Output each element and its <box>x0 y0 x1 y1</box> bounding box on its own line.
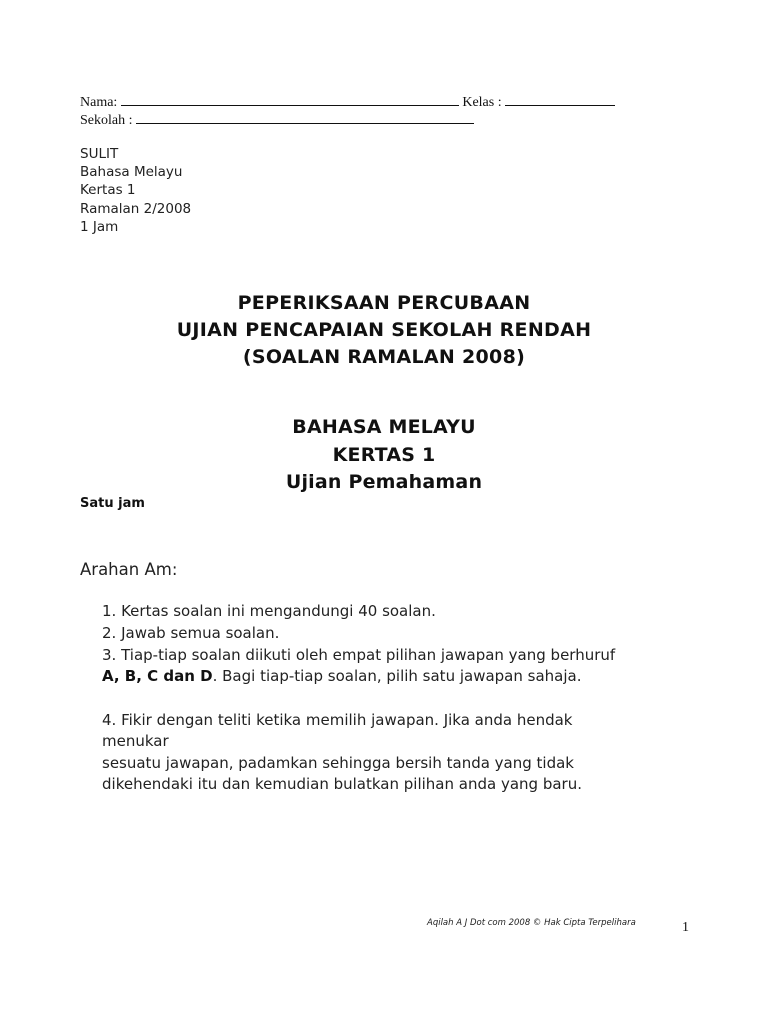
subject-title <box>0 414 768 497</box>
kelas-label: Kelas : <box>462 95 502 110</box>
instruction-4-line-4: dikehendaki itu dan kemudian bulatkan pilihan anda yang baru. <box>102 775 582 793</box>
subject-line-3: Ujian Pemahaman <box>285 471 483 493</box>
subject-line-1: BAHASA MELAYU <box>292 416 476 438</box>
school-row <box>80 110 474 130</box>
paper-meta <box>80 145 191 236</box>
instruction-3a: 3. Tiap-tiap soalan diikuti oleh empat pilihan jawapan yang berhuruf <box>102 646 616 664</box>
meta-series: Ramalan 2/2008 <box>80 200 192 217</box>
instruction-4-line-3: sesuatu jawapan, padamkan sehingga bersih tanda yang tidak <box>102 754 574 772</box>
title-line-1: PEPERIKSAAN PERCUBAAN <box>237 292 531 314</box>
sekolah-label: Sekolah : <box>80 113 133 128</box>
instruction-2: 2. Jawab semua soalan. <box>102 624 280 642</box>
meta-duration: 1 Jam <box>80 218 119 235</box>
instruction-4-line-1: 4. Fikir dengan teliti ketika memilih jawapan. Jika anda hendak <box>102 711 573 729</box>
meta-paper: Kertas 1 <box>80 182 136 199</box>
nama-label: Nama: <box>80 95 118 110</box>
duration-label: Satu jam <box>80 496 145 511</box>
instruction-3-rest: . Bagi tiap-tiap soalan, pilih satu jawapan sahaja. <box>212 667 582 685</box>
meta-subject: Bahasa Melayu <box>80 164 183 181</box>
options-letters: A, B, C dan D <box>102 667 213 685</box>
title-line-3: (SOALAN RAMALAN 2008) <box>242 346 526 368</box>
exam-title <box>0 290 768 371</box>
copyright-footer: Aqilah A J Dot com 2008 © Hak Cipta Terpelihara <box>427 918 636 928</box>
title-line-2: UJIAN PENCAPAIAN SEKOLAH RENDAH <box>176 319 592 341</box>
instruction-1: 1. Kertas soalan ini mengandungi 40 soalan. <box>102 602 436 620</box>
instruction-3b <box>102 666 702 688</box>
kelas-blank <box>505 92 615 106</box>
sekolah-blank <box>136 110 474 124</box>
subject-line-2: KERTAS 1 <box>332 443 436 466</box>
instruction-4-line-2: menukar <box>102 732 169 750</box>
nama-blank <box>121 92 459 106</box>
page-number: 1 <box>682 920 689 935</box>
meta-sulit: SULIT <box>80 146 119 162</box>
name-class-row <box>80 92 615 112</box>
instructions-heading: Arahan Am: <box>80 560 178 579</box>
